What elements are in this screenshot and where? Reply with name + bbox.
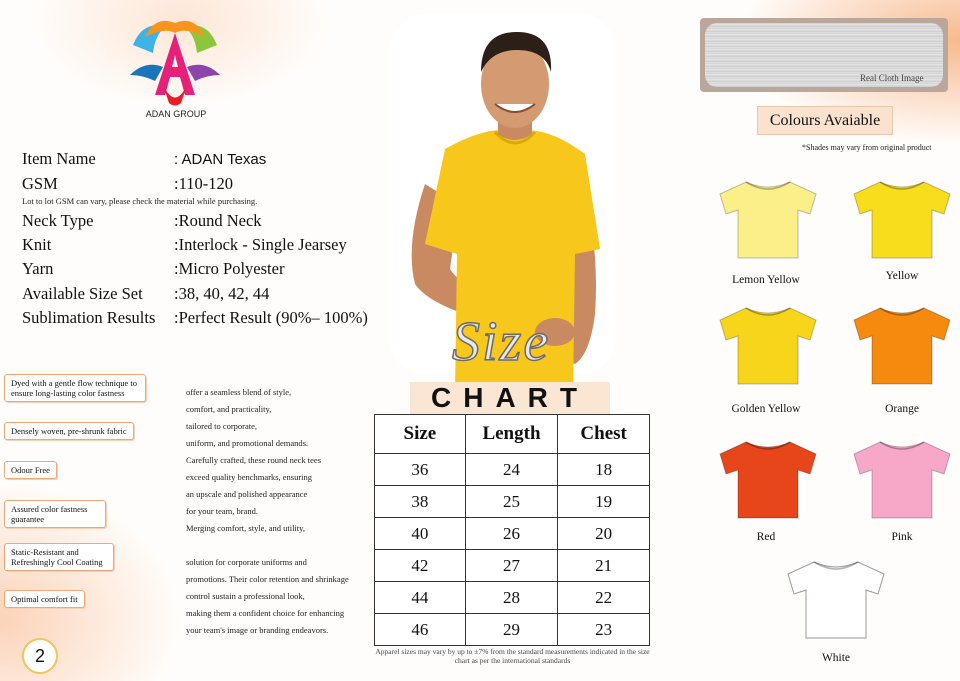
table-cell: 29 bbox=[465, 614, 558, 646]
table-cell: 23 bbox=[558, 614, 650, 646]
table-row bbox=[375, 486, 650, 518]
tshirt-swatch bbox=[852, 440, 952, 520]
paragraph-line: solution for corporate uniforms and bbox=[186, 557, 307, 567]
spec-neck-type bbox=[22, 211, 262, 231]
feature-pill: Densely woven, pre-shrunk fabric bbox=[4, 422, 134, 440]
paragraph-line: control sustain a professional look, bbox=[186, 591, 305, 601]
adan-group-logo bbox=[125, 15, 225, 110]
shade-note: *Shades may vary from original product bbox=[802, 143, 932, 152]
description-paragraph-1 bbox=[186, 384, 321, 537]
table-header-row bbox=[375, 415, 650, 454]
tshirt-swatch bbox=[718, 306, 818, 386]
spec-value: : ADAN Texas bbox=[174, 151, 267, 168]
table-cell: 28 bbox=[465, 582, 558, 614]
spec-yarn bbox=[22, 259, 284, 279]
column-header-chest: Chest bbox=[558, 415, 650, 454]
spec-sublimation bbox=[22, 308, 368, 328]
table-row bbox=[375, 614, 650, 646]
spec-value: :Interlock - Single Jearsey bbox=[174, 235, 347, 254]
cloth-image-label: Real Cloth Image bbox=[860, 73, 924, 83]
feature-pill: Assured color fastness guarantee bbox=[4, 500, 106, 528]
spec-value: :110-120 bbox=[174, 174, 233, 193]
paragraph-line: promotions. Their color retention and shrinkage bbox=[186, 574, 349, 584]
colour-label: Golden Yellow bbox=[731, 403, 801, 415]
table-cell: 38 bbox=[375, 486, 466, 518]
size-chart-title: CHART bbox=[410, 382, 610, 414]
feature-pill: Dyed with a gentle flow technique to ensure long-lasting color fastness bbox=[4, 374, 146, 402]
spec-gsm bbox=[22, 174, 233, 194]
paragraph-line: uniform, and promotional demands. bbox=[186, 438, 309, 448]
table-cell: 27 bbox=[465, 550, 558, 582]
spec-value: :Round Neck bbox=[174, 211, 262, 230]
table-cell: 19 bbox=[558, 486, 650, 518]
table-cell: 40 bbox=[375, 518, 466, 550]
table-cell: 44 bbox=[375, 582, 466, 614]
spec-label: Available Size Set bbox=[22, 284, 143, 303]
spec-label: Item Name bbox=[22, 149, 96, 168]
paragraph-line: Carefully crafted, these round neck tees bbox=[186, 455, 321, 465]
description-paragraph-2 bbox=[186, 554, 349, 639]
tshirt-swatch bbox=[718, 440, 818, 520]
page-number: 2 bbox=[22, 638, 58, 674]
spec-size-set bbox=[22, 284, 269, 304]
spec-label: GSM bbox=[22, 174, 58, 193]
table-cell: 26 bbox=[465, 518, 558, 550]
table-cell: 46 bbox=[375, 614, 466, 646]
paragraph-line: Merging comfort, style, and utility, bbox=[186, 523, 305, 533]
feature-pill: Static-Resistant and Refreshingly Cool Coating bbox=[4, 543, 114, 571]
table-cell: 42 bbox=[375, 550, 466, 582]
tshirt-swatch bbox=[852, 180, 952, 260]
table-cell: 22 bbox=[558, 582, 650, 614]
table-row bbox=[375, 518, 650, 550]
spec-item-name bbox=[22, 149, 266, 169]
table-cell: 24 bbox=[465, 454, 558, 486]
table-cell: 20 bbox=[558, 518, 650, 550]
spec-value: :38, 40, 42, 44 bbox=[174, 284, 270, 303]
paragraph-line: an upscale and polished appearance bbox=[186, 489, 308, 499]
spec-label: Sublimation Results bbox=[22, 308, 156, 327]
spec-label: Neck Type bbox=[22, 211, 94, 230]
paragraph-line: offer a seamless blend of style, bbox=[186, 387, 292, 397]
colour-label: Red bbox=[756, 531, 776, 543]
paragraph-line: exceed quality benchmarks, ensuring bbox=[186, 472, 313, 482]
size-chart-title-script: Size bbox=[452, 311, 551, 373]
brand-name: ADAN GROUP bbox=[145, 109, 207, 119]
table-row bbox=[375, 550, 650, 582]
colour-label: Yellow bbox=[885, 270, 919, 282]
paragraph-line: tailored to corporate, bbox=[186, 421, 258, 431]
spec-value: :Perfect Result (90%– 100%) bbox=[174, 308, 368, 327]
feature-pill: Optimal comfort fit bbox=[4, 590, 85, 608]
gsm-note: Lot to lot GSM can vary, please check the material while purchasing. bbox=[22, 196, 258, 206]
table-cell: 36 bbox=[375, 454, 466, 486]
colour-label: White bbox=[821, 652, 851, 664]
tshirt-swatch bbox=[852, 306, 952, 386]
tshirt-swatch bbox=[718, 180, 818, 260]
paragraph-line: your team's image or branding endeavors. bbox=[186, 625, 329, 635]
size-chart-table bbox=[374, 414, 650, 646]
spec-label: Knit bbox=[22, 235, 52, 254]
colour-label: Pink bbox=[891, 531, 913, 543]
spec-value: :Micro Polyester bbox=[174, 259, 285, 278]
spec-label: Yarn bbox=[22, 259, 54, 278]
column-header-size: Size bbox=[375, 415, 466, 454]
table-row bbox=[375, 582, 650, 614]
paragraph-line: for your team, brand. bbox=[186, 506, 258, 516]
table-cell: 21 bbox=[558, 550, 650, 582]
colours-title: Colours Avaiable bbox=[757, 106, 893, 135]
table-row bbox=[375, 454, 650, 486]
column-header-length: Length bbox=[465, 415, 558, 454]
spec-knit bbox=[22, 235, 347, 255]
feature-pill: Odour Free bbox=[4, 461, 57, 479]
paragraph-line: comfort, and practicality, bbox=[186, 404, 272, 414]
colour-label: Orange bbox=[885, 403, 919, 415]
table-cell: 25 bbox=[465, 486, 558, 518]
colour-label: Lemon Yellow bbox=[732, 274, 800, 286]
paragraph-line: making them a confident choice for enhancing bbox=[186, 608, 345, 618]
tshirt-swatch bbox=[786, 560, 886, 640]
table-cell: 18 bbox=[558, 454, 650, 486]
size-chart-note: Apparel sizes may vary by up to ±7% from the standard measurements indicated in the size chart as per the international standards bbox=[375, 647, 650, 665]
